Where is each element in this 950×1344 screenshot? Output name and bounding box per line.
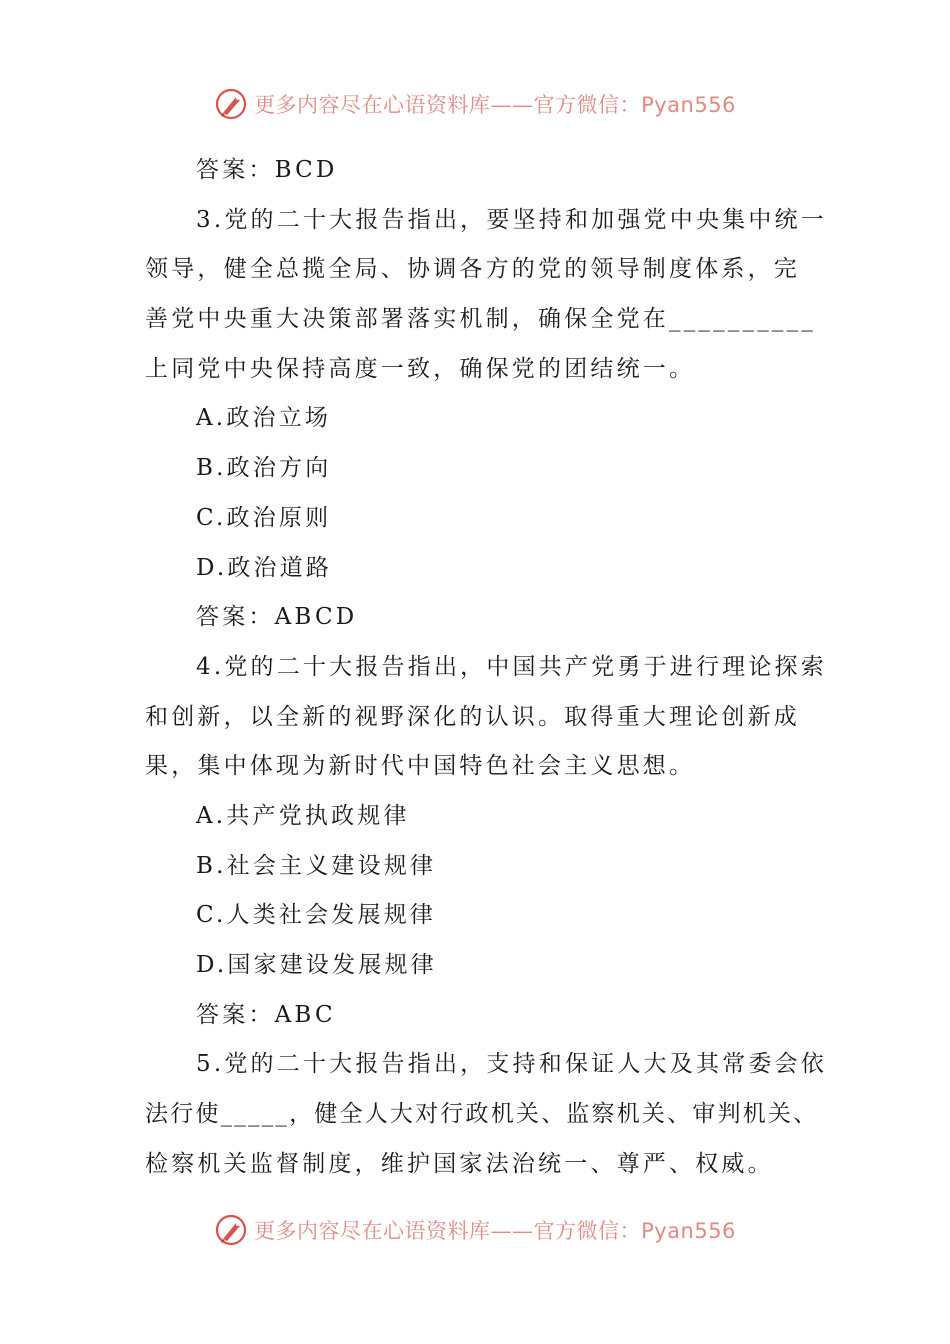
text-line: D.政治道路: [196, 554, 333, 581]
wechat-id: Pyan556: [641, 1219, 736, 1243]
document-body: [145, 146, 827, 1189]
watermark-text: [254, 89, 736, 119]
watermark-prefix: 更多内容尽在心语资料库——: [254, 93, 534, 117]
watermark-text: [254, 1215, 736, 1245]
text-line: 答案：ABCD: [196, 604, 358, 631]
text-line: A.共产党执政规律: [196, 802, 410, 829]
text-line: B.政治方向: [196, 455, 332, 482]
text-line: 4.党的二十大报告指出，中国共产党勇于进行理论探索: [196, 653, 827, 680]
text-line: 上同党中央保持高度一致，确保党的团结统一。: [145, 355, 696, 382]
footer-watermark-banner: [0, 1210, 950, 1250]
text-line: A.政治立场: [196, 405, 332, 432]
text-line: C.政治原则: [196, 504, 332, 531]
text-line: D.国家建设发展规律: [196, 952, 437, 978]
watermark-prefix: 更多内容尽在心语资料库——: [254, 1219, 534, 1243]
text-line: 果，集中体现为新时代中国特色社会主义思想。: [145, 753, 696, 780]
wechat-id: Pyan556: [641, 93, 736, 117]
text-line: C.人类社会发展规律: [196, 902, 437, 929]
text-line: 领导，健全总揽全局、协调各方的党的领导制度体系，完: [145, 256, 800, 283]
text-line: 法行使_____，健全人大对行政机关、监察机关、审判机关、: [145, 1101, 819, 1128]
pen-circle-logo-icon: [214, 1213, 248, 1247]
wechat-label: 官方微信：: [533, 1219, 642, 1243]
text-line: 善党中央重大决策部署落实机制，确保全党在__________: [145, 306, 816, 333]
text-line: 和创新，以全新的视野深化的认识。取得重大理论创新成: [145, 703, 800, 730]
text-line: 检察机关监督制度，维护国家法治统一、尊严、权威。: [145, 1150, 774, 1177]
text-line: B.社会主义建设规律: [196, 852, 437, 879]
text-line: 3.党的二十大报告指出，要坚持和加强党中央集中统一: [196, 206, 827, 233]
text-line: 答案：BCD: [196, 157, 338, 183]
wechat-label: 官方微信：: [533, 93, 642, 117]
header-watermark-banner: [0, 84, 950, 124]
text-line: 5.党的二十大报告指出，支持和保证人大及其常委会依: [196, 1051, 827, 1078]
pen-circle-logo-icon: [214, 87, 248, 121]
text-line: 答案：ABC: [196, 1001, 336, 1028]
